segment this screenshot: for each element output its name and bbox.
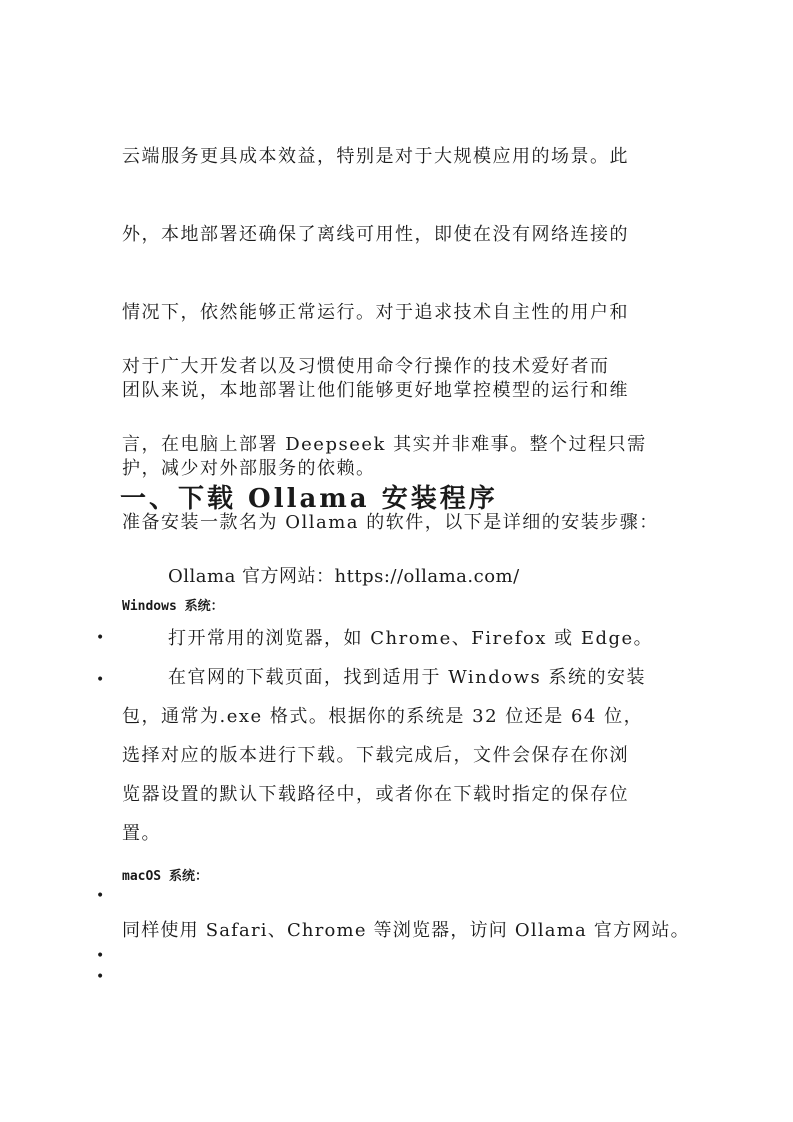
p1-line-3: 情况下，依然能够正常运行。对于追求技术自主性的用户和 <box>122 302 629 323</box>
p2-line-2: 言，在电脑上部署 Deepseek 其实并非难事。整个过程只需 <box>122 434 647 455</box>
bullet-glyph: • <box>96 888 105 904</box>
official-website-line: Ollama 官方网站：https://ollama.com/ <box>168 566 520 587</box>
w2-line-5: 置。 <box>122 823 161 844</box>
p1-line-1: 云端服务更具成本效益，特别是对于大规模应用的场景。此 <box>122 146 629 167</box>
w2-line-1: 在官网的下载页面，找到适用于 Windows 系统的安装 <box>168 667 646 688</box>
w2-line-2: 包，通常为.exe 格式。根据你的系统是 32 位还是 64 位， <box>122 706 644 727</box>
w2-line-3: 选择对应的版本进行下载。下载完成后，文件会保存在你浏 <box>122 745 629 766</box>
windows-label: Windows 系统： <box>122 599 224 614</box>
w2-line-4: 览器设置的默认下载路径中，或者你在下载时指定的保存位 <box>122 784 629 805</box>
macos-label: macOS 系统： <box>122 869 208 884</box>
bullet-glyph: • <box>96 672 105 688</box>
p1-line-4: 团队来说，本地部署让他们能够更好地掌控模型的运行和维 <box>122 380 629 401</box>
p1-line-2: 外，本地部署还确保了离线可用性，即使在没有网络连接的 <box>122 224 629 245</box>
bullet-glyph: • <box>96 630 105 646</box>
section-heading: 一、下载 Ollama 安装程序 <box>120 484 498 514</box>
macos-step-1: 同样使用 Safari、Chrome 等浏览器，访问 Ollama 官方网站。 <box>122 920 690 941</box>
windows-step-1: 打开常用的浏览器，如 Chrome、Firefox 或 Edge。 <box>168 628 654 649</box>
bullet-glyph: • <box>96 969 105 985</box>
bullet-glyph: • <box>96 948 105 964</box>
p2-line-1: 对于广大开发者以及习惯使用命令行操作的技术爱好者而 <box>122 356 610 377</box>
p1-line-5: 护，减少对外部服务的依赖。 <box>122 458 376 479</box>
p2-line-3: 准备安装一款名为 Ollama 的软件，以下是详细的安装步骤： <box>122 512 659 533</box>
windows-step-2 <box>122 658 682 853</box>
